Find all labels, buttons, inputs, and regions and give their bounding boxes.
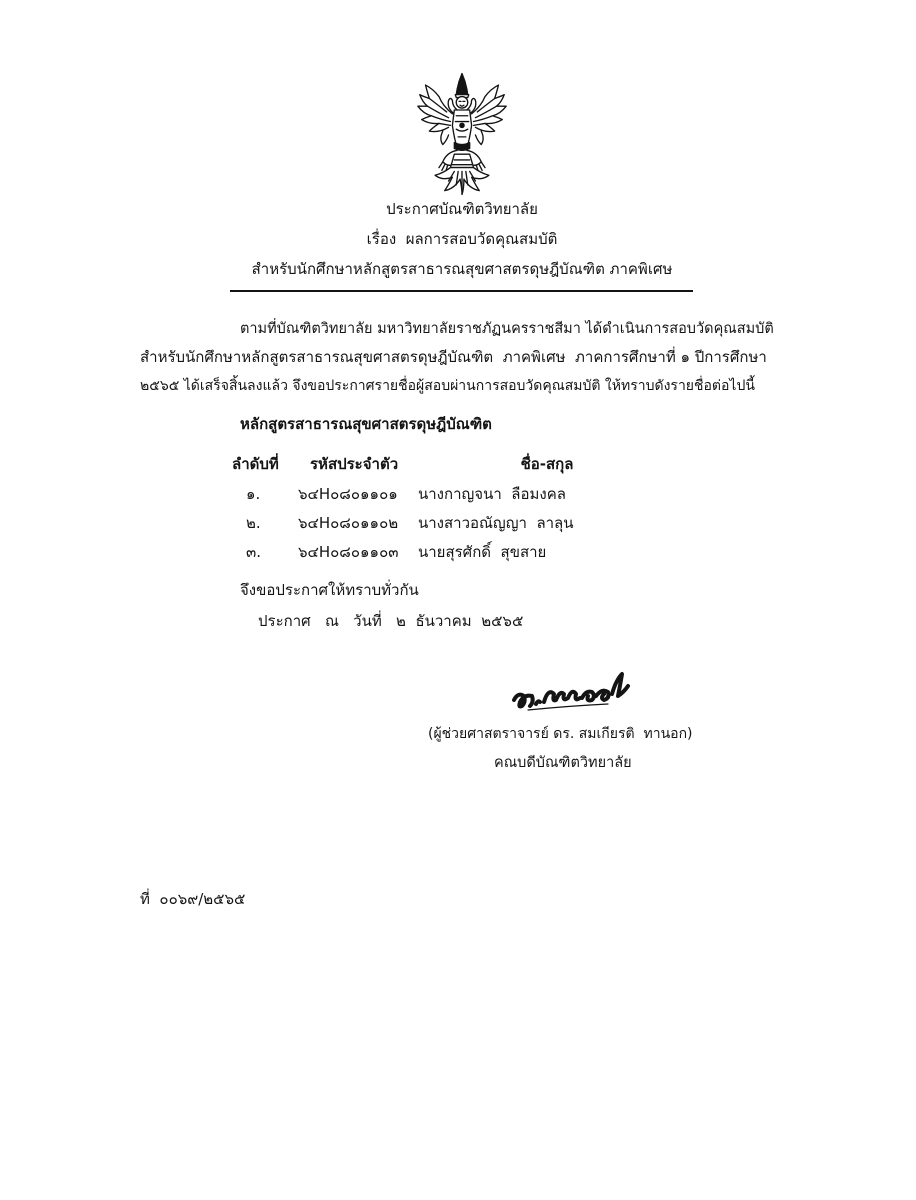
program-heading: หลักสูตรสาธารณสุขศาสตรดุษฎีบัณฑิต xyxy=(240,415,492,433)
header-name: ชื่อ-สกุล xyxy=(520,455,574,473)
header-no: ลำดับที่ xyxy=(232,455,279,473)
announcement-title: ประกาศบัณฑิตวิทยาลัย xyxy=(386,200,538,218)
row-name: นางกาญจนา ลือมงคล xyxy=(418,485,566,503)
announcement-subject: เรื่อง ผลการสอบวัดคุณสมบัติ xyxy=(366,230,558,248)
announcement-audience: สำหรับนักศึกษาหลักสูตรสาธารณสุขศาสตรดุษฎีบัณฑิต ภาคพิเศษ xyxy=(251,260,673,278)
row-id: ๖๔H๐๘๐๑๑๐๑ xyxy=(298,485,398,503)
header-id: รหัสประจำตัว xyxy=(310,455,399,473)
row-no: ๑. xyxy=(246,485,261,503)
header-divider xyxy=(230,290,693,292)
body-line-1: ตามที่บัณฑิตวิทยาลัย มหาวิทยาลัยราชภัฏนครราชสีมา ได้ดำเนินการสอบวัดคุณสมบัติ xyxy=(240,321,774,337)
body-line-3: ๒๕๖๕ ได้เสร็จสิ้นลงแล้ว จึงขอประกาศรายชื่อผู้สอบผ่านการสอบวัดคุณสมบัติ ให้ทราบดังรายชื่อต่อไปนี้ xyxy=(140,378,755,394)
row-id: ๖๔H๐๘๐๑๑๐๒ xyxy=(298,514,399,532)
row-no: ๒. xyxy=(246,514,261,532)
signatory-title: คณบดีบัณฑิตวิทยาลัย xyxy=(494,755,632,771)
reference-number: ที่ ๐๐๖๙/๒๕๖๕ xyxy=(140,890,246,908)
handwritten-signature xyxy=(508,666,638,714)
body-line-2: สำหรับนักศึกษาหลักสูตรสาธารณสุขศาสตรดุษฎีบัณฑิต ภาคพิเศษ ภาคการศึกษาที่ ๑ ปีการศึกษา xyxy=(140,348,767,366)
row-name: นายสุรศักดิ์ สุขสาย xyxy=(418,543,547,561)
row-id: ๖๔H๐๘๐๑๑๐๓ xyxy=(298,543,399,561)
closing-statement: จึงขอประกาศให้ทราบทั่วกัน xyxy=(240,581,419,599)
row-name: นางสาวอณัญญา ลาลุน xyxy=(418,514,574,532)
announcement-date: ประกาศ ณ วันที่ ๒ ธันวาคม ๒๕๖๕ xyxy=(258,612,524,630)
row-no: ๓. xyxy=(246,543,262,561)
signatory-name: (ผู้ช่วยศาสตราจารย์ ดร. สมเกียรติ ทานอก) xyxy=(428,726,693,742)
garuda-emblem xyxy=(414,70,510,198)
